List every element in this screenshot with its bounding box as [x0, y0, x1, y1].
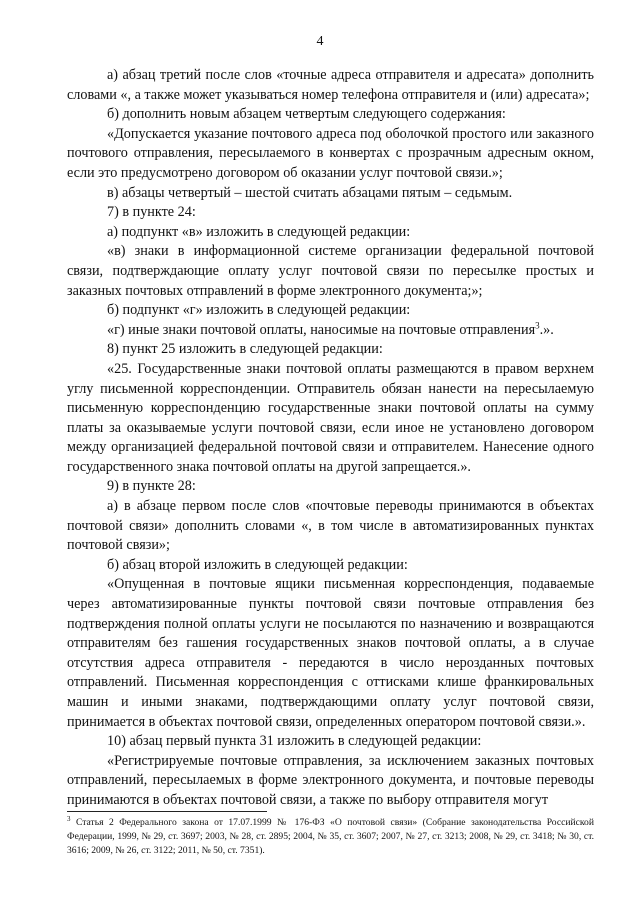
paragraph: б) абзац второй изложить в следующей редакции:: [107, 556, 408, 573]
paragraph: а) подпункт «в» изложить в следующей редакции:: [107, 223, 411, 240]
paragraph: «в) знаки в информационной системе организации федеральной почтовой связи, подтверждающие оплату услуг почтовой связи по пересылке простых и заказных почтовых отправлений в форме электронного документа;»;: [67, 243, 594, 299]
paragraph-tail: .».: [539, 321, 554, 338]
paragraph: в) абзацы четвертый – шестой считать абзацами пятым – седьмым.: [107, 184, 513, 201]
paragraph: а) в абзаце первом после слов «почтовые переводы принимаются в объектах почтовой связи» дополнить словами «, в том числе в автоматизированных пунктах почтовой связи»;: [67, 498, 594, 554]
paragraph: б) подпункт «г» изложить в следующей редакции:: [107, 302, 411, 319]
paragraph: 10) абзац первый пункта 31 изложить в следующей редакции:: [107, 733, 482, 750]
paragraph: 8) пункт 25 изложить в следующей редакции:: [107, 341, 383, 358]
paragraph-text: «г) иные знаки почтовой оплаты, наносимые на почтовые отправления: [107, 321, 536, 338]
paragraph: б) дополнить новым абзацем четвертым следующего содержания:: [107, 106, 506, 123]
document-body: [67, 66, 594, 811]
paragraph: 9) в пункте 28:: [107, 478, 196, 495]
paragraph: а) абзац третий после слов «точные адреса отправителя и адресата» дополнить словами «, а также может указываться номер телефона отправителя и (или) адресата»;: [67, 67, 594, 103]
paragraph: «Допускается указание почтового адреса под оболочкой простого или заказного почтового отправления, пересылаемого в конвертах с прозрачным адресным окном, если это предусмотрено договором об оказании услуг почтовой связи.»;: [67, 125, 594, 181]
paragraph-with-footnote: [67, 321, 594, 341]
paragraph: 7) в пункте 24:: [107, 204, 196, 221]
paragraph: «25. Государственные знаки почтовой оплаты размещаются в правом верхнем углу письменной корреспонденции. Отправитель обязан нанести на пересылаемую письменную корреспонденцию государственные знаки почтовой оплаты на сумму платы за оказываемые услуги почтовой связи, если иное не установлено договором между организацией федеральной почтовой связи и отправителем. Нанесение одного государственного знака почтовой оплаты на другой запрещается.».: [67, 360, 594, 475]
paragraph: «Опущенная в почтовые ящики письменная корреспонденция, подаваемые через автоматизированные пункты почтовой связи почтовые отправления без подтверждения полной оплаты услуги не посылаются по назначению и возвращаются отправителям без гашения государственных знаков почтовой оплаты, а в случае отсутствия адреса отправителя - передаются в число нерозданных почтовых отправлений. Письменная корреспонденция с оттисками клише франкировальных машин и иными знаками, подтверждающими оплату услуг почтовой связи, принимается в объектах почтовой связи, определенных оператором почтовой связи.».: [67, 576, 594, 730]
page-number: 4: [316, 34, 324, 49]
footnote-reference: 3: [535, 319, 540, 330]
footnote: [67, 816, 594, 857]
paragraph: «Регистрируемые почтовые отправления, за исключением заказных почтовых отправлений, пересылаемых в форме электронного документа, и почтовые переводы принимаются в объектах почтовой связи, а также по выбору отправителя могут: [67, 752, 594, 808]
footnote-divider: [67, 811, 267, 812]
footnote-marker: 3: [67, 814, 71, 823]
footnote-text: Статья 2 Федерального закона от 17.07.1999 № 176-ФЗ «О почтовой связи» (Собрание законодательства Российской Федерации, 1999, № 29, ст. 3697; 2003, № 28, ст. 2895; 2004, № 35, ст. 3607; 2007, № 27, ст. 3213; 2008, № 29, ст. 3418; № 30, ст. 3616; 2009, № 26, ст. 3122; 2011, № 50, ст. 7351).: [67, 817, 594, 856]
